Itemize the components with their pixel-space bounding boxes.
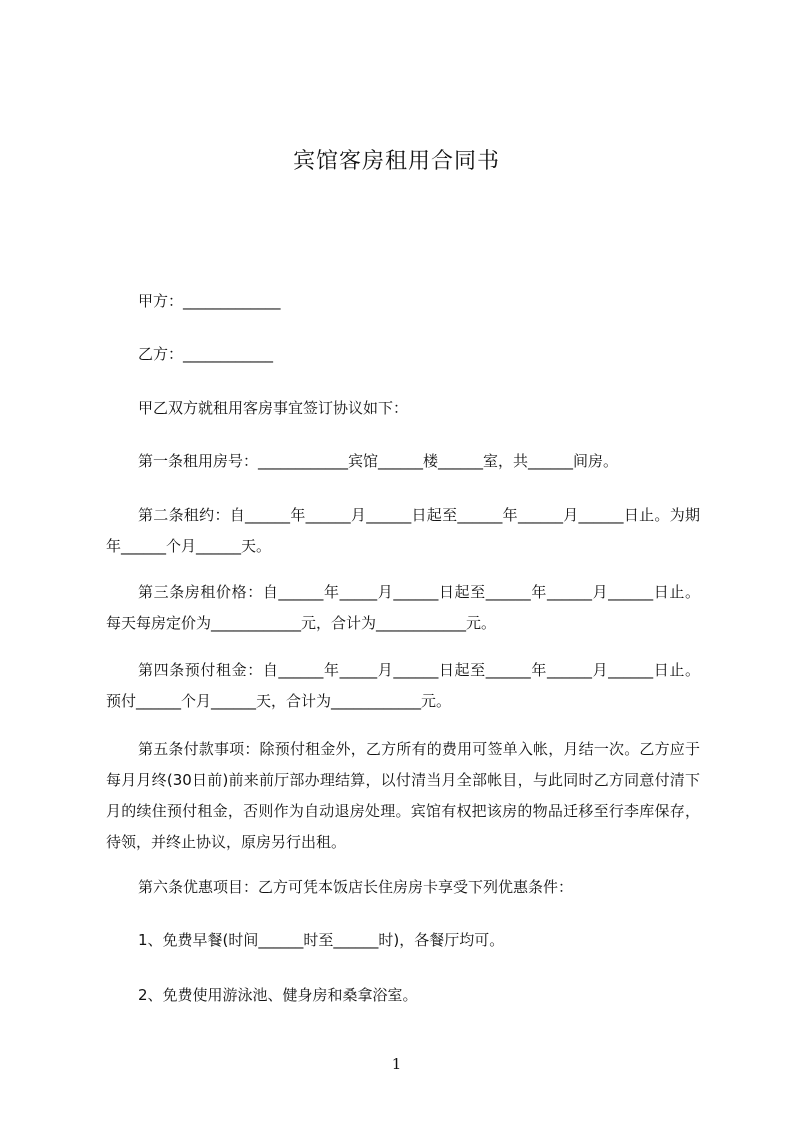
benefit-1: 1、免费早餐(时间______时至______时)，各餐厅均可。 bbox=[138, 931, 505, 949]
article-5: 第五条付款事项：除预付租金外，乙方所有的费用可签单入帐，月结一次。乙方应于每月月终(30日前)前来前厅部办理结算，以付清当月全部帐目，与此同时乙方同意付清下月的续住预付租金，否则作为自动退房处理。宾馆有权把该房的物品迁移至行李库保存，待领，并终止协议，原房另行出租。 bbox=[106, 740, 700, 851]
party-b-line: 乙方：____________ bbox=[138, 345, 274, 363]
article-3: 第三条房租价格：自______年_____月______日起至______年______月______日止。每天每房定价为____________元，合计为____________元。 bbox=[106, 583, 700, 632]
benefit-2: 2、免费使用游泳池、健身房和桑拿浴室。 bbox=[138, 986, 418, 1004]
document-title: 宾馆客房租用合同书 bbox=[292, 149, 500, 174]
article-1: 第一条租用房号：____________宾馆______楼______室，共______间房。 bbox=[138, 452, 619, 470]
intro-paragraph: 甲乙双方就租用客房事宜签订协议如下： bbox=[138, 399, 409, 417]
article-4: 第四条预付租金：自______年_____月______日起至______年______月______日止。预付______个月______天，合计为____________元。 bbox=[106, 661, 700, 710]
article-6: 第六条优惠项目：乙方可凭本饭店长住房房卡享受下列优惠条件： bbox=[138, 878, 574, 896]
page-number: 1 bbox=[391, 1055, 402, 1073]
article-2: 第二条租约：自______年______月______日起至______年______月______日止。为期年______个月______天。 bbox=[106, 506, 700, 555]
party-a-line: 甲方：_____________ bbox=[138, 292, 281, 310]
